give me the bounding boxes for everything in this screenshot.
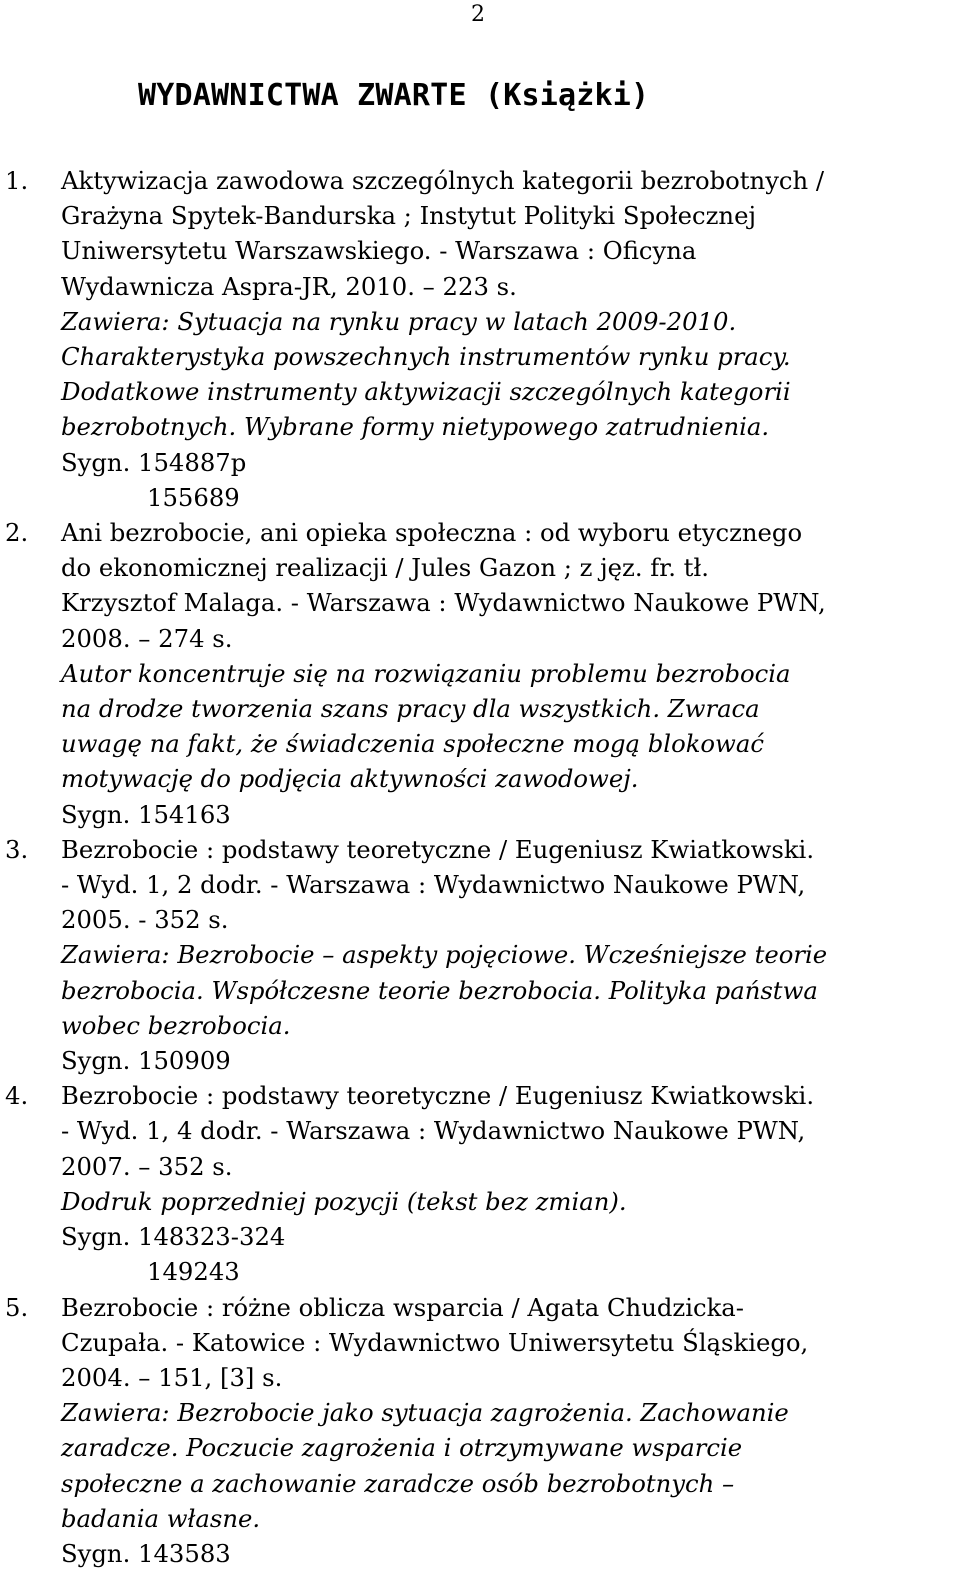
- entry-citation-line: Aktywizacja zawodowa szczególnych kategorii bezrobotnych /: [61, 166, 825, 195]
- bibliography-list: [0, 163, 960, 1571]
- entry-annotation-line: Dodatkowe instrumenty aktywizacji szczególnych kategorii: [61, 377, 791, 407]
- entry-number: 5.: [5, 1292, 29, 1322]
- entry-annotation-line: wobec bezrobocia.: [61, 1010, 291, 1040]
- bibliography-entry: [0, 515, 960, 832]
- entry-annotation-line: zaradcze. Poczucie zagrożenia i otrzymywane wsparcie: [61, 1433, 743, 1463]
- entry-call-number: Sygn. 150909: [61, 1046, 231, 1076]
- entry-annotation-line: uwagę na fakt, że świadczenia społeczne mogą blokować: [61, 729, 764, 759]
- entry-call-number: Sygn. 154163: [61, 799, 231, 829]
- entry-annotation-line: na drodze tworzenia szans pracy dla wszystkich. Zwraca: [61, 694, 760, 724]
- entry-citation-line: Ani bezrobocie, ani opieka społeczna : od wyboru etycznego: [61, 518, 803, 548]
- entry-citation-line: - Wyd. 1, 4 dodr. - Warszawa : Wydawnictwo Naukowe PWN,: [61, 1116, 806, 1146]
- entry-citation-line: - Wyd. 1, 2 dodr. - Warszawa : Wydawnictwo Naukowe PWN,: [61, 870, 806, 900]
- entry-citation-line: Wydawnicza Aspra-JR, 2010. – 223 s.: [61, 271, 517, 301]
- entry-citation-line: 2005. - 352 s.: [61, 905, 229, 935]
- entry-annotation-line: Zawiera: Bezrobocie jako sytuacja zagrożenia. Zachowanie: [61, 1398, 789, 1428]
- entry-citation-line: Grażyna Spytek-Bandurska ; Instytut Polityki Społecznej: [61, 201, 756, 231]
- entry-citation-line: 2008. – 274 s.: [61, 623, 233, 653]
- entry-annotation-line: Autor koncentruje się na rozwiązaniu problemu bezrobocia: [61, 658, 791, 688]
- entry-citation-line: Krzysztof Malaga. - Warszawa : Wydawnictwo Naukowe PWN,: [61, 588, 826, 618]
- bibliography-entry: [0, 163, 960, 515]
- entry-citation-line: Uniwersytetu Warszawskiego. - Warszawa : Oficyna: [61, 236, 697, 266]
- entry-call-number: Sygn. 154887p: [61, 447, 247, 477]
- entry-number: 4.: [5, 1081, 29, 1111]
- entry-citation-line: do ekonomicznej realizacji / Jules Gazon ; z jęz. fr. tł.: [61, 553, 710, 583]
- entry-citation-line: Czupała. - Katowice : Wydawnictwo Uniwersytetu Śląskiego,: [61, 1327, 809, 1357]
- entry-annotation-line: Zawiera: Bezrobocie – aspekty pojęciowe. Wcześniejsze teorie: [61, 940, 828, 970]
- page-title: WYDAWNICTWA ZWARTE (Książki): [138, 78, 650, 113]
- bibliography-entry: [0, 1078, 960, 1289]
- page-number: 2: [471, 2, 485, 27]
- entry-number: 3.: [5, 834, 29, 864]
- entry-annotation-line: Dodruk poprzedniej pozycji (tekst bez zmian).: [61, 1186, 627, 1216]
- entry-annotation-line: Charakterystyka powszechnych instrumentów rynku pracy.: [61, 342, 791, 372]
- entry-annotation-line: społeczne a zachowanie zaradcze osób bezrobotnych –: [61, 1468, 735, 1498]
- entry-annotation-line: motywację do podjęcia aktywności zawodowej.: [61, 764, 639, 794]
- entry-call-number: Sygn. 143583: [61, 1538, 231, 1568]
- entry-call-number: Sygn. 148323-324: [61, 1222, 286, 1252]
- entry-annotation-line: bezrobocia. Współczesne teorie bezrobocia. Polityka państwa: [61, 975, 818, 1005]
- entry-annotation-line: badania własne.: [61, 1503, 261, 1533]
- entry-citation-line: 2004. – 151, [3] s.: [61, 1362, 283, 1392]
- entry-citation-line: Bezrobocie : podstawy teoretyczne / Eugeniusz Kwiatkowski.: [61, 1081, 815, 1111]
- entry-call-number: 149243: [147, 1257, 240, 1287]
- bibliography-entry: [0, 832, 960, 1078]
- entry-number: 2.: [5, 518, 29, 548]
- entry-citation-line: 2007. – 352 s.: [61, 1151, 233, 1181]
- bibliography-entry: [0, 1290, 960, 1572]
- entry-call-number: 155689: [147, 482, 240, 512]
- entry-citation-line: Bezrobocie : różne oblicza wsparcia / Agata Chudzicka-: [61, 1292, 744, 1322]
- entry-annotation-line: bezrobotnych. Wybrane formy nietypowego zatrudnienia.: [61, 412, 770, 442]
- entry-annotation-line: Zawiera: Sytuacja na rynku pracy w latach 2009-2010.: [61, 306, 737, 336]
- entry-number: 1.: [5, 166, 29, 195]
- entry-citation-line: Bezrobocie : podstawy teoretyczne / Eugeniusz Kwiatkowski.: [61, 834, 815, 864]
